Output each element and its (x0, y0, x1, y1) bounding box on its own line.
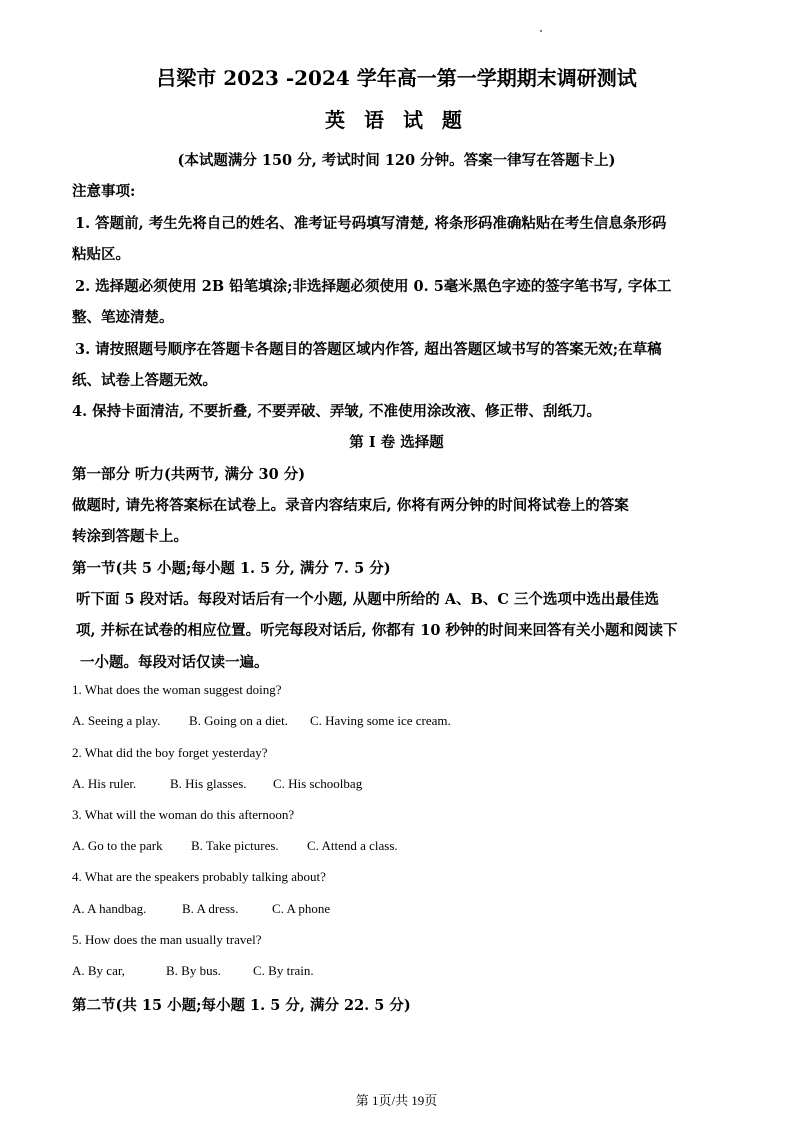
option-c: C. Having some ice cream. (310, 713, 451, 728)
instruction-line: 1. 答题前, 考生先将自己的姓名、准考证号码填写清楚, 将条形码准确粘贴在考生信息条形码 (75, 215, 667, 232)
instruction-line: 2. 选择题必须使用 2B 铅笔填涂;非选择题必须使用 0. 5毫米黑色字迹的签字笔书写, 字体工 (75, 278, 672, 295)
option-b: B. Going on a diet. (189, 713, 288, 728)
option-c: C. Attend a class. (307, 838, 398, 853)
instruction-line: 纸、试卷上答题无效。 (72, 372, 217, 389)
option-a: A. By car, (72, 963, 125, 978)
question-text: 2. What did the boy forget yesterday? (72, 745, 268, 760)
option-b: B. Take pictures. (191, 838, 279, 853)
option-b: B. A dress. (182, 901, 239, 916)
section1-desc: 一小题。每段对话仅读一遍。 (80, 654, 269, 671)
option-a: A. Go to the park (72, 838, 163, 853)
instruction-line: 3. 请按照题号顺序在答题卡各题目的答题区域内作答, 超出答题区域书写的答案无效;在草稿 (75, 341, 662, 358)
scan-dot (540, 30, 542, 32)
exam-note: (本试题满分 150 分, 考试时间 120 分钟。答案一律写在答题卡上) (177, 152, 616, 169)
volume-title: 第 I 卷 选择题 (349, 434, 444, 451)
option-b: B. His glasses. (170, 776, 247, 791)
option-c: C. By train. (253, 963, 314, 978)
subject-title: 英 语 试 题 (325, 108, 468, 132)
instruction-line: 4. 保持卡面清洁, 不要折叠, 不要弄破、弄皱, 不准使用涂改液、修正带、刮纸刀。 (72, 403, 601, 420)
option-a: A. His ruler. (72, 776, 137, 791)
part1-heading: 第一部分 听力(共两节, 满分 30 分) (72, 466, 306, 483)
part1-desc: 转涂到答题卡上。 (72, 528, 188, 545)
question-text: 4. What are the speakers probably talking about? (72, 869, 326, 884)
page-number: 第 1页/共 19页 (355, 1093, 438, 1108)
section2-heading: 第二节(共 15 小题;每小题 1. 5 分, 满分 22. 5 分) (72, 997, 411, 1014)
option-a: A. A handbag. (72, 901, 147, 916)
option-c: C. A phone (272, 901, 331, 916)
exam-title: 吕梁市 2023 -2024 学年高一第一学期期末调研测试 (156, 66, 637, 90)
question-text: 5. How does the man usually travel? (72, 932, 262, 947)
option-b: B. By bus. (166, 963, 221, 978)
part1-desc: 做题时, 请先将答案标在试卷上。录音内容结束后, 你将有两分钟的时间将试卷上的答案 (72, 497, 629, 514)
option-a: A. Seeing a play. (72, 713, 161, 728)
question-text: 3. What will the woman do this afternoon? (72, 807, 295, 822)
question-text: 1. What does the woman suggest doing? (72, 682, 282, 697)
instruction-line: 粘贴区。 (72, 246, 130, 263)
instructions-heading: 注意事项: (72, 183, 136, 200)
section1-desc: 听下面 5 段对话。每段对话后有一个小题, 从题中所给的 A、B、C 三个选项中选出最佳选 (76, 591, 659, 608)
option-c: C. His schoolbag (273, 776, 363, 791)
section1-desc: 项, 并标在试卷的相应位置。听完每段对话后, 你都有 10 秒钟的时间来回答有关小题和阅读下 (76, 622, 678, 639)
instruction-line: 整、笔迹清楚。 (72, 309, 174, 326)
section1-heading: 第一节(共 5 小题;每小题 1. 5 分, 满分 7. 5 分) (72, 560, 391, 577)
